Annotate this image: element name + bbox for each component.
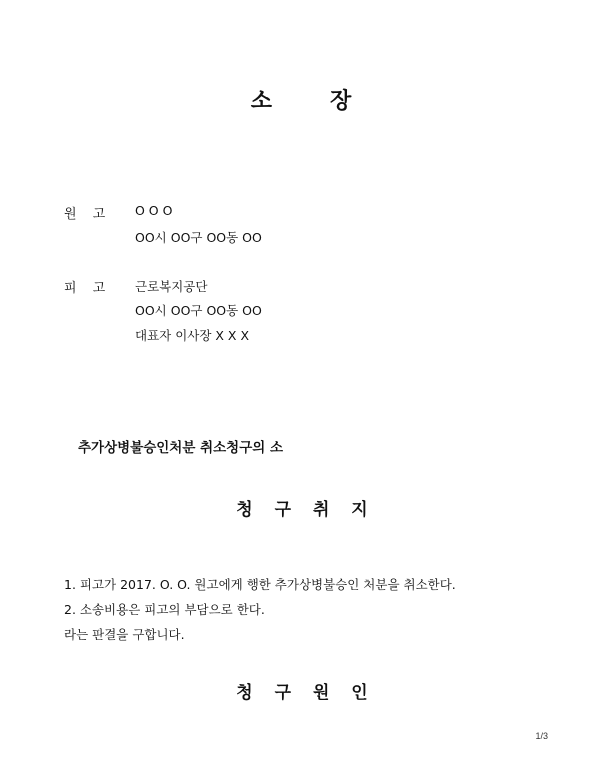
claim-purpose-heading: 청 구 취 지 xyxy=(236,500,376,520)
defendant-name: 근로복지공단 xyxy=(135,279,208,294)
defendant-address: OO시 OO구 OO동 OO xyxy=(135,303,262,318)
claim-purpose-line-1: 1. 피고가 2017. O. O. 원고에게 행한 추가상병불승인 처분을 취소한다. xyxy=(64,577,456,592)
document-title xyxy=(0,84,602,115)
claim-cause-heading: 청 구 원 인 xyxy=(236,683,376,703)
claim-purpose-line-2: 2. 소송비용은 피고의 부담으로 한다. xyxy=(64,602,265,617)
defendant-representative: 대표자 이사장 X X X xyxy=(135,328,250,343)
plaintiff-address: OO시 OO구 OO동 OO xyxy=(135,230,262,245)
title-char-2: 장 xyxy=(330,88,352,114)
defendant-label: 피 고 xyxy=(64,281,112,296)
plaintiff-name: O O O xyxy=(135,203,173,218)
case-name: 추가상병불승인처분 취소청구의 소 xyxy=(78,440,284,456)
page-number: 1/3 xyxy=(535,731,548,741)
plaintiff-label: 원 고 xyxy=(64,207,112,222)
claim-purpose-line-3: 라는 판결을 구합니다. xyxy=(64,627,185,642)
title-char-1: 소 xyxy=(250,88,272,114)
